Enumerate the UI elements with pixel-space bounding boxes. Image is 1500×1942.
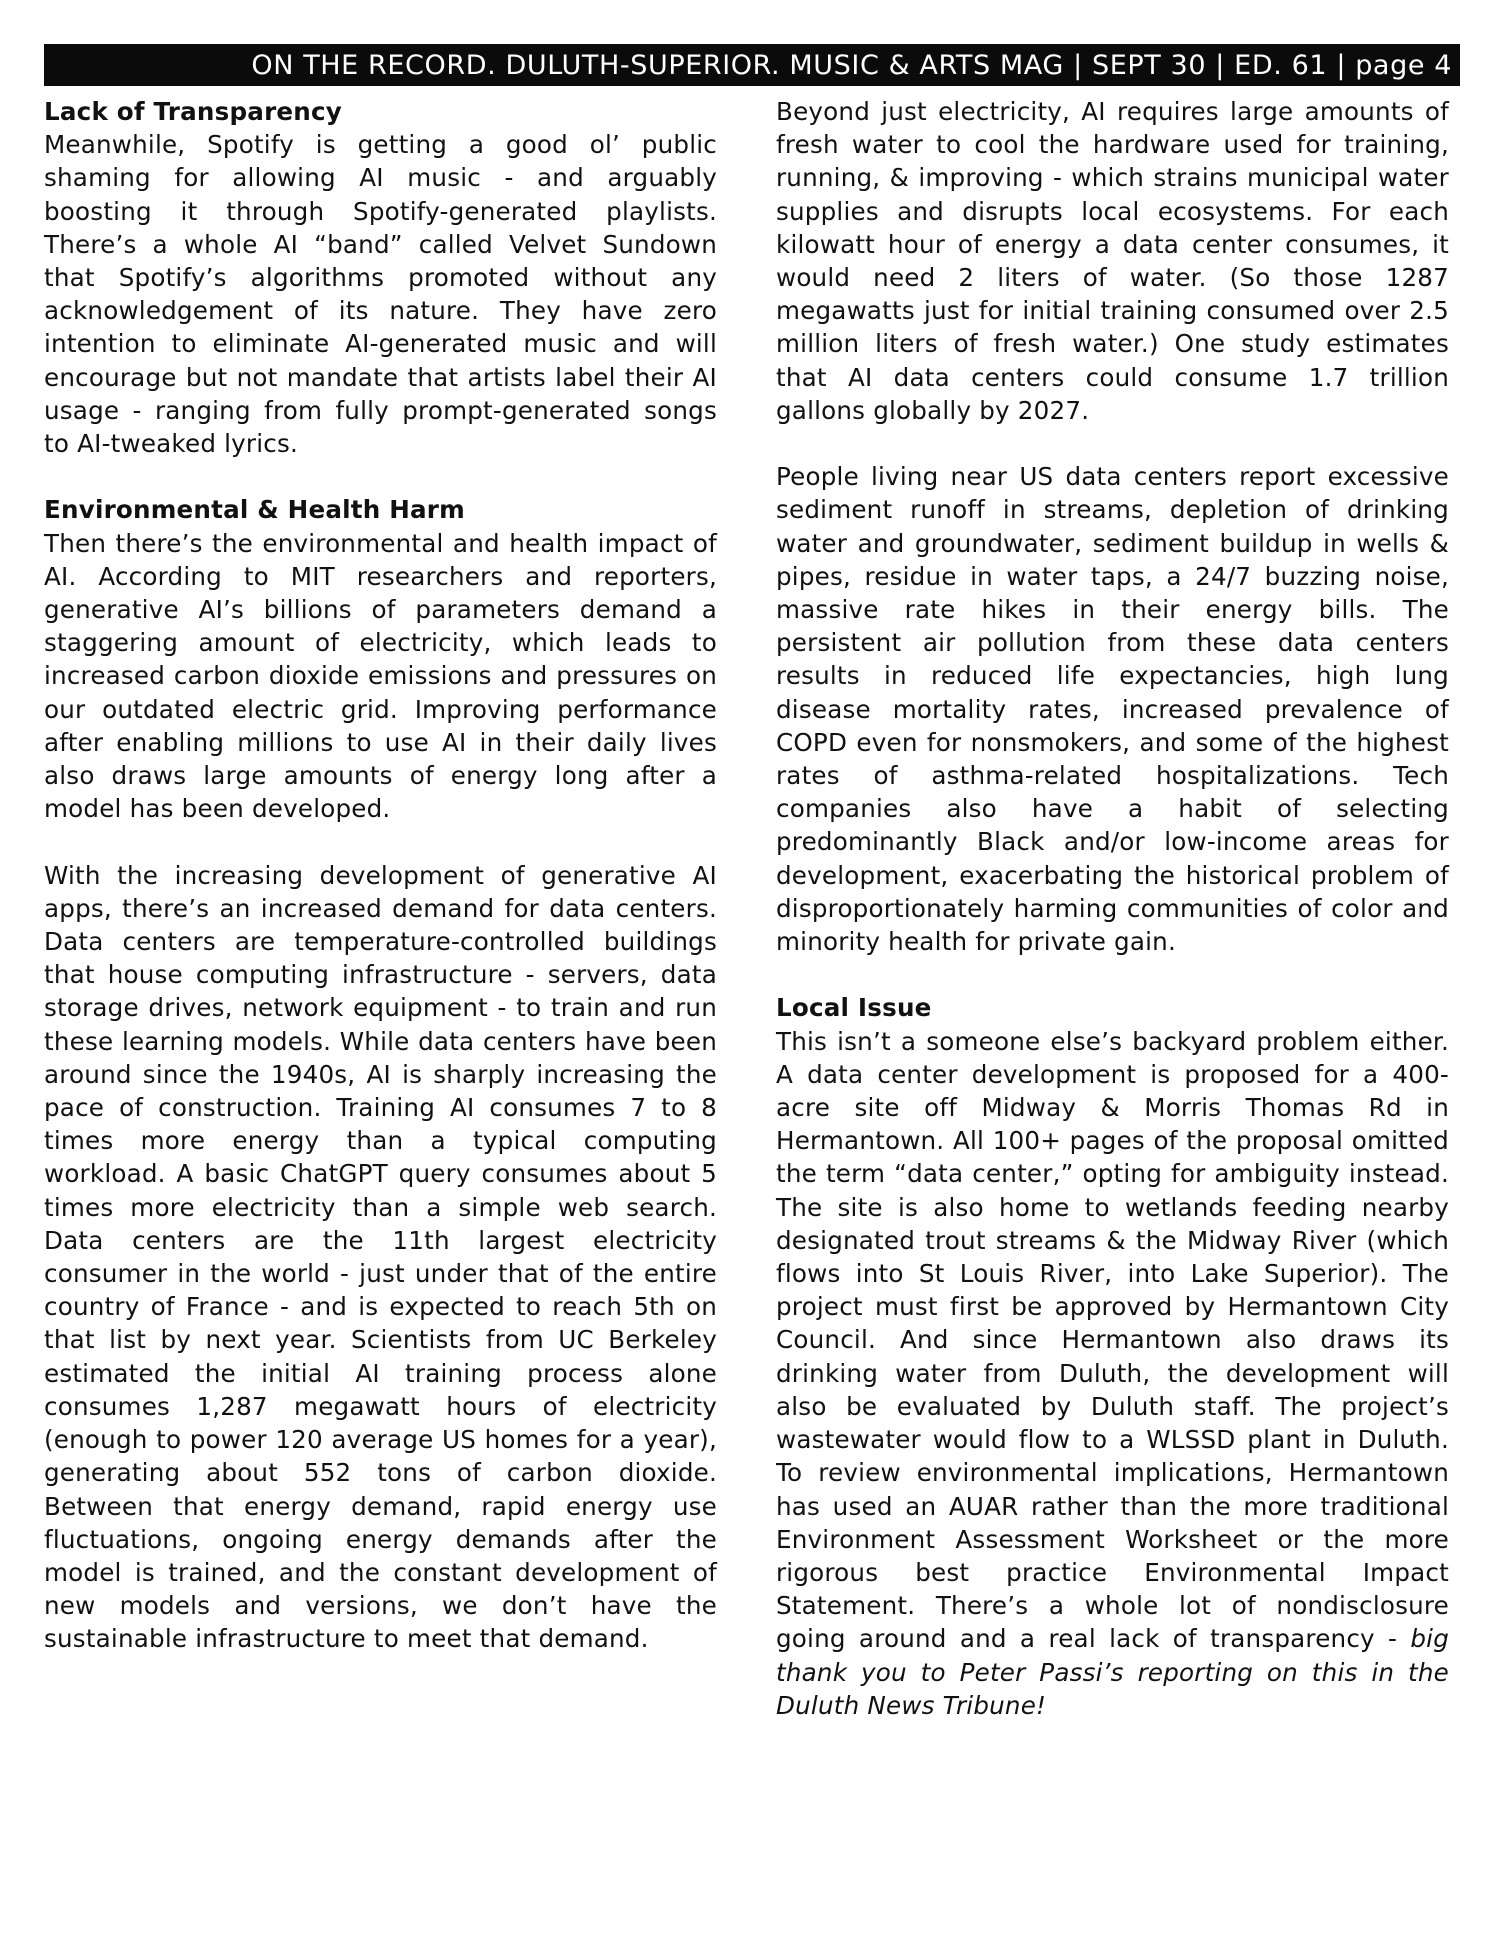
heading-local-issue: Local Issue bbox=[776, 993, 932, 1023]
reporting-credit: big thank you to Peter Passi’s reporting on this in the Duluth News Tribune! bbox=[776, 1624, 1449, 1720]
heading-environmental-health-harm: Environmental & Health Harm bbox=[44, 495, 465, 525]
page-header-bar bbox=[44, 44, 1460, 86]
right-column bbox=[776, 95, 1449, 1722]
local-issue-body: This isn’t a someone else’s backyard problem either. A data center development is proposed for a 400-acre site off Midway & Morris Thomas Rd in Hermantown. All 100+ pages of the proposal omitted the term “data center,” opting for ambiguity instead. The site is also home to wetlands feeding nearby designated trout streams & the Midway River (which flows into St Louis River, into Lake Superior). The project must first be approved by Hermantown City Council. And since Hermantown also draws its drinking water from Duluth, the development will also be evaluated by Duluth staff. The project’s wastewater would flow to a WLSSD plant in Duluth. To review environmental implications, Hermantown has used an AUAR rather than the more traditional Environment Assessment Worksheet or the more rigorous best practice Environmental Impact Statement. There’s a whole lot of nondisclosure going around and a real lack of transparency - bbox=[776, 1026, 1449, 1654]
paragraph-data-centers: With the increasing development of generative AI apps, there’s an increased demand for data centers. Data centers are temperature-controlled buildings that house computing infrastructure - servers, data storage drives, network equipment - to train and run these learning models. While data centers have been around since the 1940s, AI is sharply increasing the pace of construction. Training AI consumes 7 to 8 times more energy than a typical computing workload. A basic ChatGPT query consumes about 5 times more electricity than a simple web search. Data centers are the 11th largest electricity consumer in the world - just under that of the entire country of France - and is expected to reach 5th on that list by next year. Scientists from UC Berkeley estimated the initial AI training process alone consumes 1,287 megawatt hours of electricity (enough to power 120 average US homes for a year), generating about 552 tons of carbon dioxide. Between that energy demand, rapid energy use fluctuations, ongoing energy demands after the model is trained, and the constant development of new models and versions, we don’t have the sustainable infrastructure to meet that demand. bbox=[44, 860, 717, 1654]
header-text: ON THE RECORD. DULUTH-SUPERIOR. MUSIC & ARTS MAG | SEPT 30 | ED. 61 | page 4 bbox=[251, 49, 1452, 81]
paragraph-local-issue bbox=[776, 1025, 1449, 1722]
paragraph-water-usage: Beyond just electricity, AI requires large amounts of fresh water to cool the hardware used for training, running, & improving - which strains municipal water supplies and disrupts local ecosystems. For each kilowatt hour of energy a data center consumes, it would need 2 liters of water. (So those 1287 megawatts just for initial training consumed over 2.5 million liters of fresh water.) One study estimates that AI data centers could consume 1.7 trillion gallons globally by 2027. bbox=[776, 97, 1449, 425]
paragraph-spotify: Meanwhile, Spotify is getting a good ol’ public shaming for allowing AI music - and arguably boosting it through Spotify-generated playlists. There’s a whole AI “band” called Velvet Sundown that Spotify’s algorithms promoted without any acknowledgement of its nature. They have zero intention to eliminate AI-generated music and will encourage but not mandate that artists label their AI usage - ranging from fully prompt-generated songs to AI-tweaked lyrics. bbox=[44, 130, 717, 459]
heading-lack-of-transparency: Lack of Transparency bbox=[44, 97, 342, 126]
paragraph-energy-impact: Then there’s the environmental and health impact of AI. According to MIT researchers and reporters, generative AI’s billions of parameters demand a staggering amount of electricity, which leads to increased carbon dioxide emissions and pressures on our outdated electric grid. Improving performance after enabling millions to use AI in their daily lives also draws large amounts of energy long after a model has been developed. bbox=[44, 528, 717, 824]
left-column bbox=[44, 95, 717, 1656]
paragraph-community-impact: People living near US data centers report excessive sediment runoff in streams, depletion of drinking water and groundwater, sediment buildup in wells & pipes, residue in water taps, a 24/7 buzzing noise, massive rate hikes in their energy bills. The persistent air pollution from these data centers results in reduced life expectancies, high lung disease mortality rates, increased prevalence of COPD even for nonsmokers, and some of the highest rates of asthma-related hospitalizations. Tech companies also have a habit of selecting predominantly Black and/or low-income areas for development, exacerbating the historical problem of disproportionately harming communities of color and minority health for private gain. bbox=[776, 462, 1449, 957]
